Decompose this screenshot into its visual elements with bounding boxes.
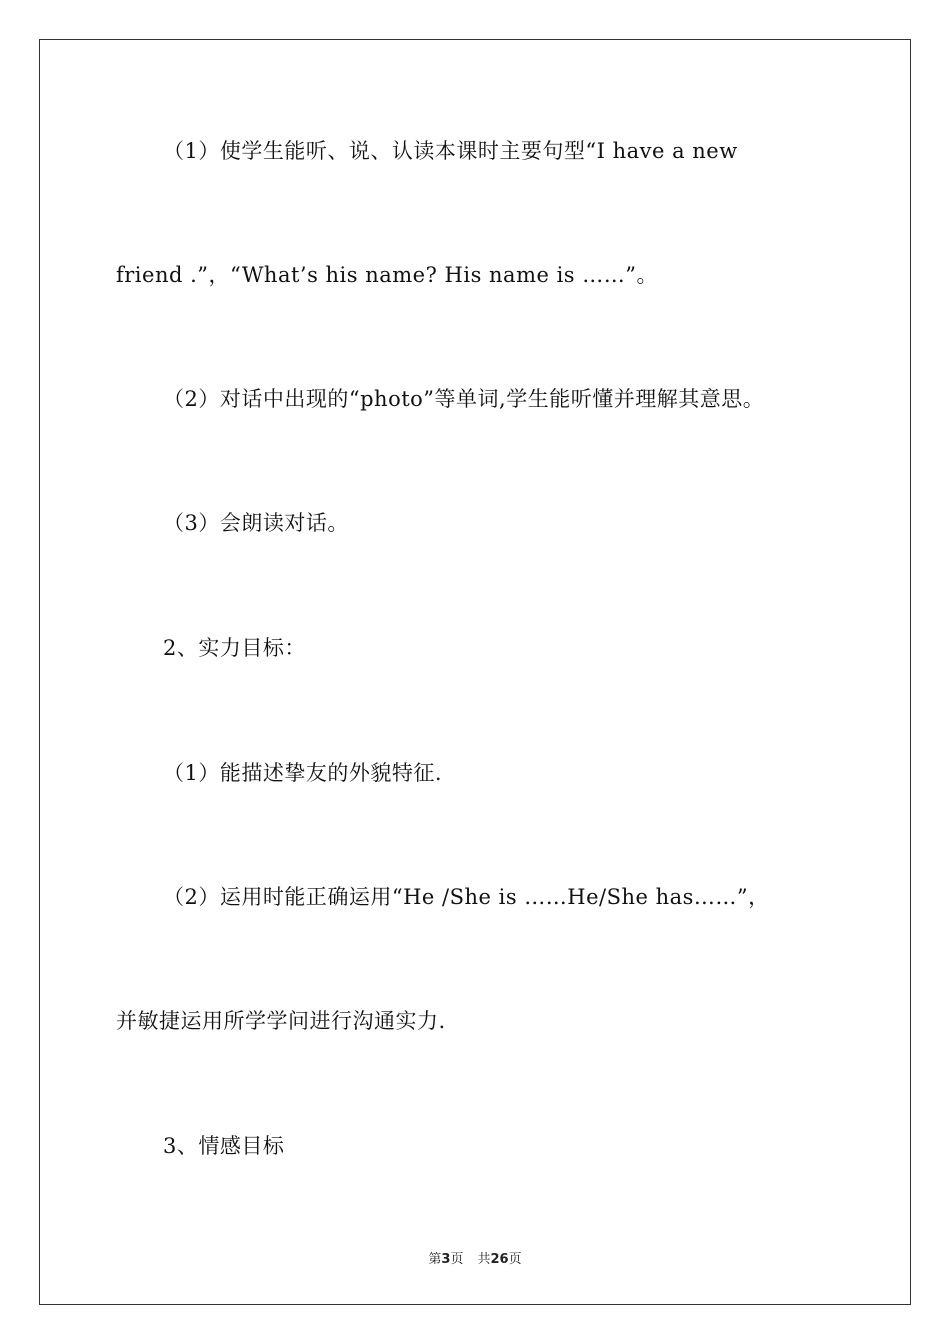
paragraph-line-7: （2）运用时能正确运用“He /She is ……He/She has……”， xyxy=(163,885,770,909)
paragraph-line-6: （1）能描述挚友的外貌特征. xyxy=(163,761,443,785)
paragraph-line-1: （1）使学生能听、说、认读本课时主要句型“I have a new xyxy=(163,139,738,163)
paragraph-line-4: （3）会朗读对话。 xyxy=(163,511,349,535)
page-footer xyxy=(0,1248,950,1267)
section-heading-emotional-goals: 3、情感目标 xyxy=(163,1134,285,1158)
footer-page-number: 3 xyxy=(441,1252,451,1267)
paragraph-line-2: friend .”，“What’s his name? His name is ……”。 xyxy=(116,263,658,287)
footer-page-prefix: 第 xyxy=(428,1252,442,1267)
footer-total-pages: 26 xyxy=(490,1252,509,1267)
paragraph-line-8: 并敏捷运用所学学问进行沟通实力. xyxy=(116,1009,446,1033)
footer-page-suffix: 页 xyxy=(450,1252,464,1267)
paragraph-line-3: （2）对话中出现的“photo”等单词,学生能听懂并理解其意思。 xyxy=(163,387,765,411)
page-border xyxy=(39,39,911,1305)
section-heading-ability-goals: 2、实力目标： xyxy=(163,636,306,660)
footer-total-suffix: 页 xyxy=(508,1252,522,1267)
footer-total-prefix: 共 xyxy=(477,1252,491,1267)
